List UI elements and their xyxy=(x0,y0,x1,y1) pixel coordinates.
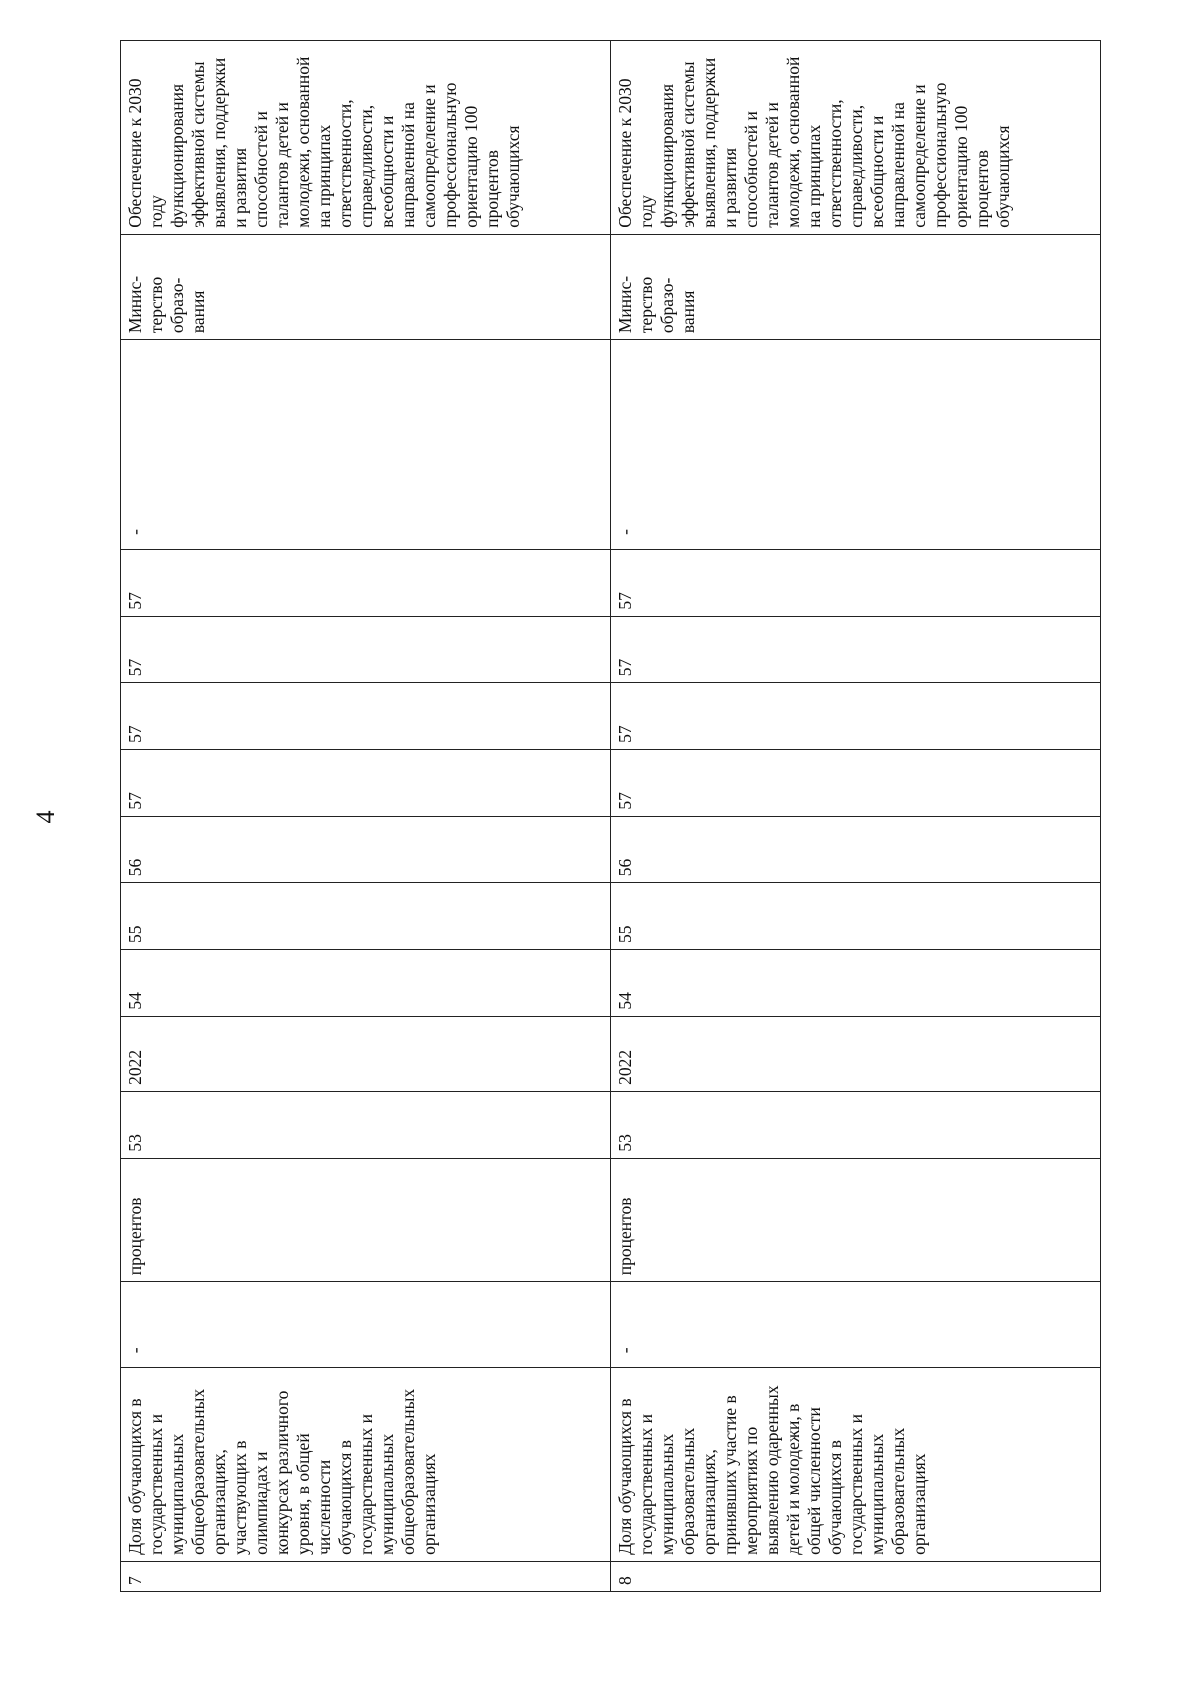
value-cell: 56 xyxy=(121,816,611,883)
value-cell: 56 xyxy=(611,816,1101,883)
responsible-body: Минис-терство образо-вания xyxy=(611,234,1101,339)
page-number: 4 xyxy=(31,810,60,824)
unit: процентов xyxy=(611,1158,1101,1282)
table-row xyxy=(611,41,1101,1592)
base-value: 53 xyxy=(611,1091,1101,1158)
goal-link: Обеспечение к 2030 году функционирования эффективной системы выявления, поддержки и развития способностей и талантов детей и молодежи, основанной на принципах ответственности, справедливости, всеобщности и направленной на самоопределение и профессиональную ориентацию 100 процентов обучающихся xyxy=(611,41,1101,235)
indicator-level: - xyxy=(611,1282,1101,1368)
indicator-name: Доля обучающихся в государственных и муниципальных образовательных организациях, принявших участие в мероприятиях по выявлению одаренных детей и молодежи, в общей численности обучающихся в государственных и муниципальных образовательных организациях xyxy=(611,1368,1101,1562)
base-year: 2022 xyxy=(611,1016,1101,1091)
value-cell: 57 xyxy=(611,616,1101,683)
base-value: 53 xyxy=(121,1091,611,1158)
responsible-body: Минис-терство образо-вания xyxy=(121,234,611,339)
value-cell: 55 xyxy=(121,883,611,950)
unit: процентов xyxy=(121,1158,611,1282)
value-cell: 55 xyxy=(611,883,1101,950)
value-cell: 57 xyxy=(611,749,1101,816)
row-number: 7 xyxy=(121,1561,611,1591)
value-cell: 54 xyxy=(611,949,1101,1016)
value-cell: 57 xyxy=(611,683,1101,750)
goal-link: Обеспечение к 2030 году функционирования эффективной системы выявления, поддержки и развития способностей и талантов детей и молодежи, основанной на принципах ответственности, справедливости, всеобщности и направленной на самоопределение и профессиональную ориентацию 100 процентов обучающихся xyxy=(121,41,611,235)
indicator-level: - xyxy=(121,1282,611,1368)
indicator-table xyxy=(120,40,1101,1592)
value-cell: 57 xyxy=(611,549,1101,616)
value-cell: 57 xyxy=(121,749,611,816)
value-cell: 57 xyxy=(121,616,611,683)
table-row xyxy=(121,41,611,1592)
value-cell: 54 xyxy=(121,949,611,1016)
document-reference: - xyxy=(611,340,1101,550)
document-reference: - xyxy=(121,340,611,550)
indicator-name: Доля обучающихся в государственных и муниципальных общеобразовательных организациях, участвующих в олимпиадах и конкурсах различного уровня, в общей численности обучающихся в государственных и муниципальных общеобразовательных организациях xyxy=(121,1368,611,1562)
row-number: 8 xyxy=(611,1561,1101,1591)
base-year: 2022 xyxy=(121,1016,611,1091)
value-cell: 57 xyxy=(121,683,611,750)
value-cell: 57 xyxy=(121,549,611,616)
rotated-table-container xyxy=(120,40,1100,1592)
